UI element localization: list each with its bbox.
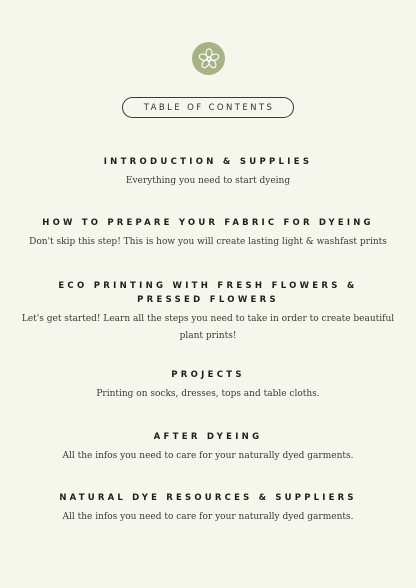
toc-entry-introduction[interactable] [20,155,396,190]
toc-entry-description: All the infos you need to care for your naturally dyed garments. [62,512,354,522]
flower-icon [197,47,221,71]
toc-entry-title: HOW TO PREPARE YOUR FABRIC FOR DYEING [42,218,374,228]
toc-entry-after-dyeing[interactable] [20,430,396,465]
toc-entry-eco-printing[interactable] [20,279,396,345]
toc-entry-description-line-1: Let's get started! Learn all the steps you need to take in order to create beautiful [21,314,395,324]
toc-entry-title-line-2: PRESSED FLOWERS [137,295,279,305]
toc-entry-description: Don't skip this step! This is how you will create lasting light & washfast prints [29,237,387,247]
toc-entry-description-line-2: plant prints! [179,331,237,341]
toc-entry-description: All the infos you need to care for your naturally dyed garments. [62,451,354,461]
toc-entry-title: AFTER DYEING [153,432,263,442]
toc-entry-title: NATURAL DYE RESOURCES & SUPPLIERS [59,493,357,503]
toc-entry-title-line-1: ECO PRINTING WITH FRESH FLOWERS & [58,281,358,291]
toc-entry-description: Printing on socks, dresses, tops and table cloths. [96,389,320,399]
toc-entry-title: PROJECTS [171,370,245,380]
toc-entry-prepare-fabric[interactable] [20,216,396,251]
logo-badge [192,42,225,75]
table-of-contents-label: TABLE OF CONTENTS [122,97,294,118]
toc-entry-description: Everything you need to start dyeing [125,176,291,186]
toc-entry-title: INTRODUCTION & SUPPLIES [103,157,313,167]
toc-entry-natural-dye-resources[interactable] [20,491,396,526]
toc-entry-projects[interactable] [20,368,396,403]
